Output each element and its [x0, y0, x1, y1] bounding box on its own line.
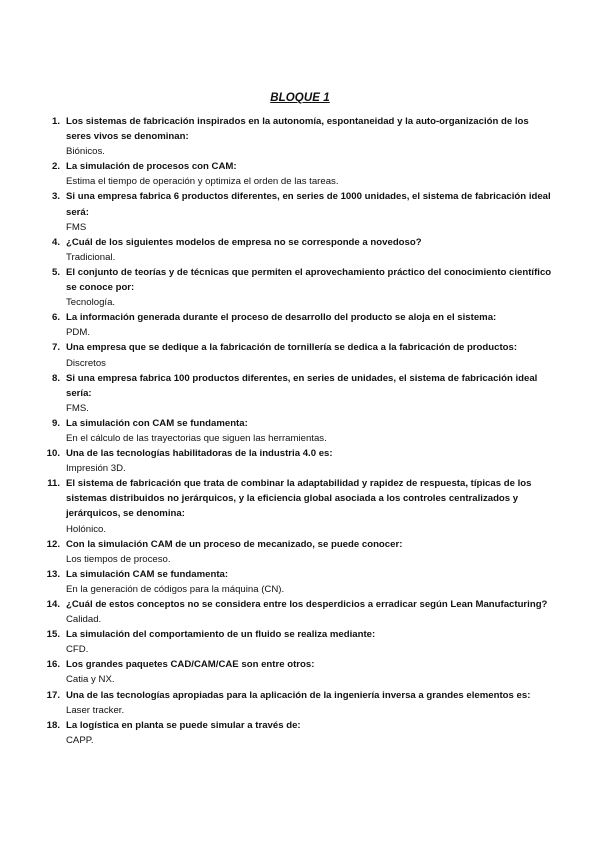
list-item — [40, 688, 555, 718]
list-item — [40, 567, 555, 597]
list-item — [40, 416, 555, 446]
question-number: 2. — [51, 161, 60, 173]
list-item — [40, 310, 555, 340]
answer-text: Estima el tiempo de operación y optimiza el orden de las tareas. — [66, 176, 339, 188]
question-text: Los grandes paquetes CAD/CAM/CAE son entre otros: — [66, 659, 315, 671]
answer-text: Tecnología. — [66, 297, 116, 309]
answer-text: FMS — [66, 221, 87, 233]
answer-text: Holónico. — [66, 523, 106, 535]
question-number: 13. — [46, 568, 60, 580]
question-number: 9. — [51, 417, 60, 429]
question-text: Una de las tecnologías apropiadas para la aplicación de la ingeniería inversa a grandes elementos es: — [66, 689, 531, 701]
list-item — [40, 537, 555, 567]
question-number: 1. — [51, 116, 60, 127]
question-text: Una de las tecnologías habilitadoras de la industria 4.0 es: — [66, 448, 333, 460]
list-item — [40, 189, 555, 234]
list-item — [40, 235, 555, 265]
question-text: Con la simulación CAM de un proceso de mecanizado, se puede conocer: — [66, 538, 403, 550]
question-text: La logística en planta se puede simular a través de: — [66, 719, 301, 731]
list-item — [40, 657, 555, 687]
question-number: 12. — [46, 538, 60, 550]
question-text: ¿Cuál de los siguientes modelos de empresa no se corresponde a novedoso? — [66, 236, 422, 248]
answer-text: Tradicional. — [66, 251, 116, 263]
question-number: 18. — [46, 719, 60, 731]
list-item — [40, 476, 555, 536]
answer-text: Calidad. — [66, 614, 102, 626]
question-text: La simulación de procesos con CAM: — [66, 161, 237, 173]
answer-text: FMS. — [66, 402, 89, 414]
question-text: La simulación del comportamiento de un fluido se realiza mediante: — [66, 629, 376, 641]
question-text: El conjunto de teorías y de técnicas que permiten el aprovechamiento práctico del conocimiento científico se conoce por: — [66, 266, 552, 294]
list-item — [40, 265, 555, 310]
question-number: 10. — [46, 448, 60, 460]
list-item — [40, 718, 555, 748]
answer-text: En la generación de códigos para la máquina (CN). — [66, 583, 285, 595]
answer-text: CAPP. — [66, 734, 94, 746]
answer-text: Catia y NX. — [66, 674, 115, 686]
list-item — [40, 597, 555, 627]
question-number: 15. — [46, 629, 60, 641]
list-item — [40, 627, 555, 657]
list-item — [40, 371, 555, 416]
question-number: 16. — [46, 659, 60, 671]
list-item — [40, 340, 555, 370]
question-text: Si una empresa fabrica 6 productos diferentes, en series de 1000 unidades, el sistema de fabricación ideal será: — [66, 191, 551, 218]
question-number: 11. — [47, 478, 60, 490]
question-text: La simulación CAM se fundamenta: — [66, 568, 229, 580]
list-item — [40, 114, 555, 159]
question-number: 8. — [51, 372, 60, 384]
question-text: Una empresa que se dedique a la fabricación de tornillería se dedica a la fabricación de productos: — [66, 342, 518, 354]
question-text: ¿Cuál de estos conceptos no se considera entre los desperdicios a erradicar según Lean Manufacturing? — [66, 599, 548, 610]
answer-text: Discretos — [66, 357, 106, 369]
question-number: 6. — [51, 312, 60, 324]
question-number: 4. — [51, 236, 60, 248]
answer-text: En el cálculo de las trayectorias que siguen las herramientas. — [66, 432, 327, 444]
question-text: La simulación con CAM se fundamenta: — [66, 417, 248, 429]
question-number: 3. — [51, 191, 60, 203]
question-number: 14. — [46, 599, 60, 610]
page-title: BLOQUE 1 — [270, 92, 330, 104]
list-item — [40, 446, 555, 476]
question-text: Los sistemas de fabricación inspirados en la autonomía, espontaneidad y la auto-organización de los seres vivos se denominan: — [66, 116, 529, 143]
question-text: El sistema de fabricación que trata de combinar la adaptabilidad y rapidez de respuesta, típicas de los sistemas distribuidos no jerárquicos, y la eficiencia global asociada a los controles centralizados y jerárquicos, se denomina: — [66, 478, 532, 520]
answer-text: Laser tracker. — [66, 704, 125, 716]
list-item — [40, 159, 555, 189]
answer-text: Los tiempos de proceso. — [66, 553, 171, 565]
answer-text: PDM. — [66, 327, 90, 339]
question-number: 7. — [51, 342, 60, 354]
question-number: 17. — [46, 689, 60, 701]
question-text: La información generada durante el proceso de desarrollo del producto se aloja en el sistema: — [66, 312, 497, 324]
question-list — [40, 114, 555, 748]
answer-text: CFD. — [66, 644, 89, 656]
question-number: 5. — [51, 266, 60, 278]
answer-text: Biónicos. — [66, 146, 105, 158]
answer-text: Impresión 3D. — [66, 463, 126, 475]
question-text: Si una empresa fabrica 100 productos diferentes, en series de unidades, el sistema de fabricación ideal sería: — [66, 372, 538, 399]
